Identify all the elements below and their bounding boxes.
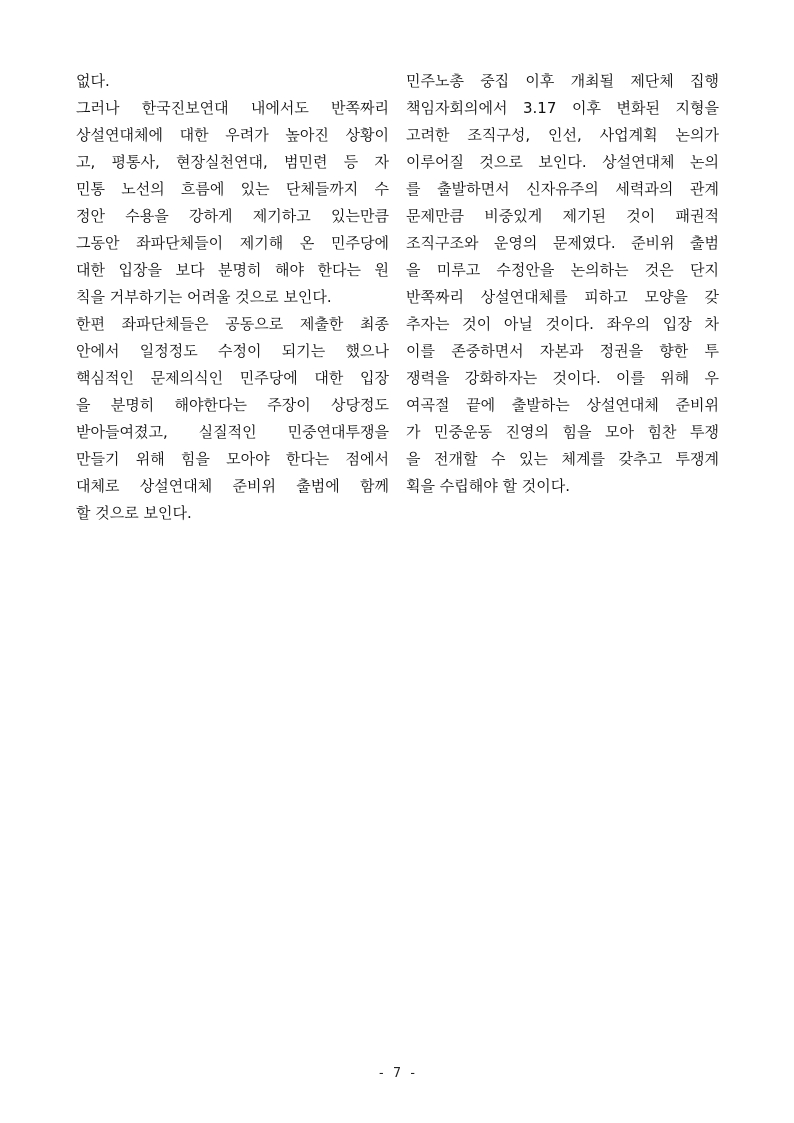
text-line: 이를 존중하면서 자본과 정권을 향한 투 (406, 342, 719, 360)
text-line: 을 미루고 수정안을 논의하는 것은 단지 (406, 261, 719, 279)
text-line: 추자는 것이 아닐 것이다. 좌우의 입장 차 (406, 315, 719, 333)
text-line: 를 출발하면서 신자유주의 세력과의 관계 (406, 180, 719, 198)
text-line: 조직구조와 운영의 문제였다. 준비위 출범 (406, 234, 719, 252)
text-line: 민통 노선의 흐름에 있는 단체들까지 수 (76, 180, 389, 198)
text-line: 그동안 좌파단체들이 제기해 온 민주당에 (76, 234, 389, 252)
text-line: 한편 좌파단체들은 공동으로 제출한 최종 (76, 315, 389, 333)
text-line: 정안 수용을 강하게 제기하고 있는만큼 (76, 207, 389, 225)
text-line: 할 것으로 보인다. (76, 504, 192, 522)
text-line: 책임자회의에서 3.17 이후 변화된 지형을 (406, 99, 719, 117)
text-line: 이루어질 것으로 보인다. 상설연대체 논의 (406, 153, 719, 171)
left-text-column (76, 68, 389, 527)
text-line: 핵심적인 문제의식인 민주당에 대한 입장 (76, 369, 389, 387)
text-line: 그러나 한국진보연대 내에서도 반쪽짜리 (76, 99, 389, 117)
text-line: 을 전개할 수 있는 체계를 갖추고 투쟁계 (406, 450, 719, 468)
text-line: 만들기 위해 힘을 모아야 한다는 점에서 (76, 450, 389, 468)
text-line: 대한 입장을 보다 분명히 해야 한다는 원 (76, 261, 389, 279)
text-line: 쟁력을 강화하자는 것이다. 이를 위해 우 (406, 369, 719, 387)
text-line: 민주노총 중집 이후 개최될 제단체 집행 (406, 72, 719, 90)
text-line: 여곡절 끝에 출발하는 상설연대체 준비위 (406, 396, 719, 414)
right-text-column (406, 68, 719, 500)
text-line: 안에서 일정정도 수정이 되기는 했으나 (76, 342, 389, 360)
text-line: 고려한 조직구성, 인선, 사업계획 논의가 (406, 126, 719, 144)
text-line: 없다. (76, 72, 110, 90)
text-line: 문제만큼 비중있게 제기된 것이 패권적 (406, 207, 719, 225)
text-line: 대체로 상설연대체 준비위 출범에 함께 (76, 477, 389, 495)
text-line: 을 분명히 해야한다는 주장이 상당정도 (76, 396, 389, 414)
text-line: 획을 수립해야 할 것이다. (406, 477, 570, 495)
page-number: - 7 - (377, 1066, 417, 1081)
text-line: 받아들여졌고, 실질적인 민중연대투쟁을 (76, 423, 389, 441)
text-line: 칙을 거부하기는 어려울 것으로 보인다. (76, 288, 332, 306)
text-line: 고, 평통사, 현장실천연대, 범민련 등 자 (76, 153, 389, 171)
text-line: 가 민중운동 진영의 힘을 모아 힘찬 투쟁 (406, 423, 719, 441)
text-line: 반쪽짜리 상설연대체를 피하고 모양을 갖 (406, 288, 719, 306)
text-line: 상설연대체에 대한 우려가 높아진 상황이 (76, 126, 389, 144)
